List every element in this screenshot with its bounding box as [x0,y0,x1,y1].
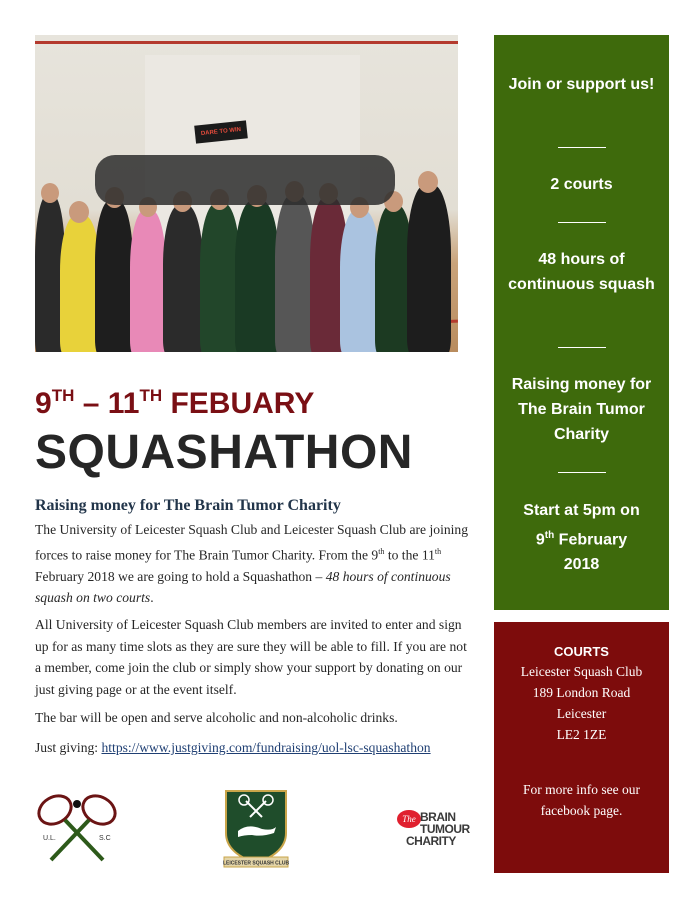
more-info-text: For more info see our facebook page. [523,782,640,818]
lsc-shield-logo [222,787,290,871]
btc-line2: TUMOUR [420,822,470,836]
address-line: 189 London Road [532,685,631,700]
event-dates: 9TH – 11TH FEBUARY [35,386,315,420]
address-line: Leicester [556,706,607,721]
btc-line3: CHARITY [406,834,456,848]
event-title: SQUASHATHON [35,426,413,479]
subheading: Raising money for The Brain Tumor Charity [35,497,341,514]
crowd [35,155,458,352]
info-panel-green [494,35,669,610]
start-text: Start at 5pm on 9th February 2018 [523,502,640,574]
btc-bubble: The [397,810,421,828]
courts-heading: COURTS [554,644,609,659]
ulsc-left-text: U.L. [43,835,56,842]
bar-paragraph: The bar will be open and serve alcoholic and non-alcoholic drinks. [35,710,398,725]
join-text: Join or support us! [508,76,655,93]
justgiving-link[interactable]: https://www.justgiving.com/fundraising/uol-lsc-squashathon [101,740,431,755]
members-paragraph: All University of Leicester Squash Club members are invited to enter and sign up for as many time slots as they are sure they will be able to fill. If you are not a member, come join the club or simply show your support by donating on our just giving page or at the event itself. [35,617,467,697]
ulsc-right-text: S.C [99,835,111,842]
lsc-banner-text: LEICESTER SQUASH CLUB [222,860,290,867]
raising-text: Raising money for The Brain Tumor Charity [511,376,652,443]
courts-count: 2 courts [550,176,613,193]
divider [558,472,606,473]
brain-tumour-charity-logo [397,808,477,850]
address-line: LE2 1ZE [556,727,607,742]
intro-paragraph: The University of Leicester Squash Club and Leicester Squash Club are joining forces to raise money for The Brain Tumor Charity. From the 9th to the 11th February 2018 we are going to hold a Squashathon – 48 hours of continuous squash on two courts. [35,522,469,606]
info-panel-red [494,622,669,873]
hours-text: 48 hours of continuous squash [508,251,655,293]
ulsc-logo [33,790,123,864]
divider [558,147,606,148]
justgiving-paragraph: Just giving: https://www.justgiving.com/fundraising/uol-lsc-squashathon [35,740,431,755]
photo-sign: DARE TO WIN [194,120,248,143]
group-photo [35,35,458,352]
address-line: Leicester Squash Club [520,664,643,679]
divider [558,222,606,223]
divider [558,347,606,348]
btc-line1: BRAIN [420,810,456,824]
court-line [35,41,458,44]
